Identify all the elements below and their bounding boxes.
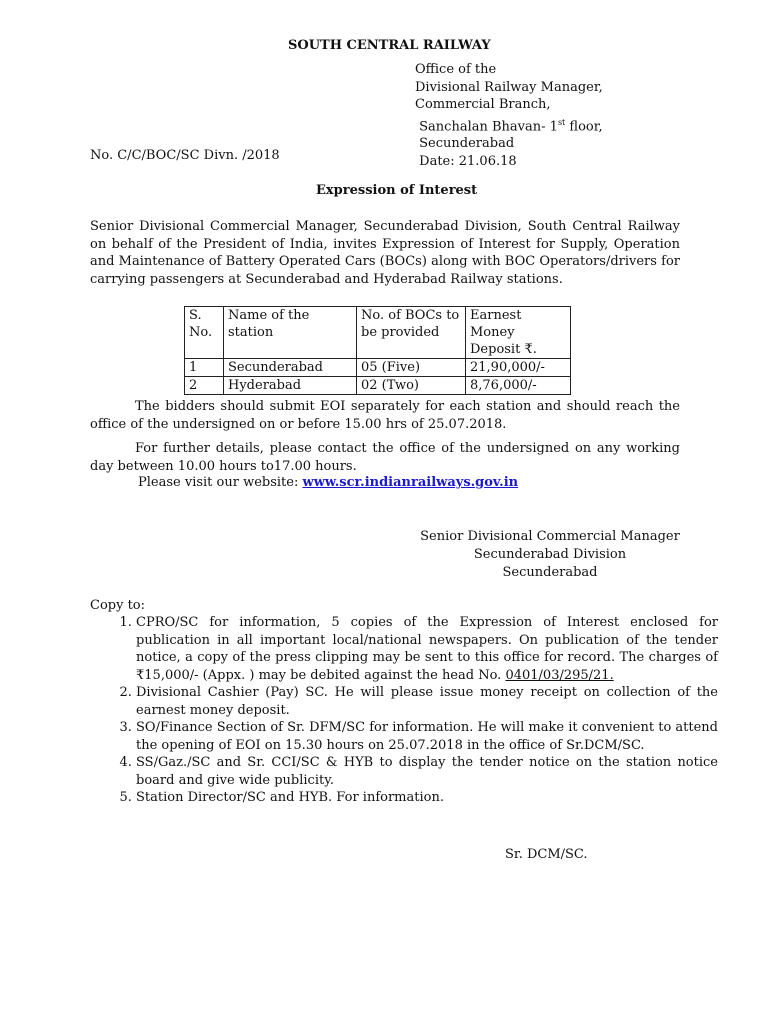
list-item [136, 719, 718, 754]
website-line [138, 475, 518, 490]
submission-paragraph: The bidders should submit EOI separately for each station and should reach the office of the undersigned on or before 15.00 hrs of 25.07.2018. [90, 399, 680, 432]
list-item [136, 684, 718, 719]
office-address [415, 61, 603, 170]
date-text: Date: 21.06.18 [419, 153, 517, 169]
header-station: Name of the station [224, 307, 357, 359]
website-link[interactable]: www.scr.indianrailways.gov.in [302, 475, 519, 490]
copy-to-label: Copy to: [90, 598, 146, 613]
header-emd: Earnest Money Deposit ₹. [466, 307, 571, 359]
cell-station: Hyderabad [224, 377, 357, 395]
list-item-text: Station Director/SC and HYB. For information. [136, 790, 444, 805]
floor-suffix: floor, [565, 118, 603, 134]
cell-emd: 8,76,000/- [466, 377, 571, 395]
cell-sno: 2 [185, 377, 224, 395]
signature-line1: Senior Divisional Commercial Manager [420, 529, 680, 544]
office-line-text: Secunderabad [419, 136, 515, 152]
office-line: Commercial Branch, [415, 97, 551, 112]
table-row [185, 377, 571, 395]
header-bocs: No. of BOCs to be provided [357, 307, 466, 359]
reference-number: No. C/C/BOC/SC Divn. /2018 [90, 148, 280, 163]
office-line: Divisional Railway Manager, [415, 79, 603, 95]
office-line [415, 114, 603, 136]
signature-block [419, 528, 681, 582]
list-item [136, 754, 718, 789]
office-line: Office of the [415, 62, 497, 77]
intro-paragraph: Senior Divisional Commercial Manager, Secunderabad Division, South Central Railway on behalf of the President of India, invites Expression of Interest for Supply, Operation and Maintenance of Battery Operated Cars (BOCs) along with BOC Operators/drivers for carrying passengers at Secunderabad and Hyderabad Railway stations. [90, 219, 680, 287]
list-item-text: CPRO/SC for information, 5 copies of the Expression of Interest enclosed for publication in all important local/national newspapers. On publication of the tender notice, a copy of the press clipping may be sent to this office for record. The charges of ₹15,000/- (Appx. ) may be debited against the head No. [136, 615, 718, 683]
cell-station: Secunderabad [224, 359, 357, 377]
list-item-text: SO/Finance Section of Sr. DFM/SC for information. He will make it convenient to attend the opening of EOI on 15.30 hours on 25.07.2018 in the office of Sr.DCM/SC. [136, 720, 718, 753]
list-item-text: Divisional Cashier (Pay) SC. He will please issue money receipt on collection of the earnest money deposit. [136, 685, 718, 718]
cell-sno: 1 [185, 359, 224, 377]
date-line [415, 153, 603, 171]
footer-signature: Sr. DCM/SC. [505, 847, 588, 862]
header-sno: S. No. [185, 307, 224, 359]
copy-to-list [98, 614, 718, 807]
org-heading: SOUTH CENTRAL RAILWAY [288, 38, 491, 53]
signature-line2: Secunderabad Division [473, 547, 627, 562]
office-line-text: Sanchalan Bhavan- 1 [419, 118, 558, 134]
floor-superscript: st [557, 117, 566, 127]
station-table [184, 306, 571, 395]
list-item [136, 614, 718, 684]
table-row [185, 359, 571, 377]
document-title: Expression of Interest [316, 183, 478, 198]
cell-bocs: 02 (Two) [357, 377, 466, 395]
list-item-text: SS/Gaz./SC and Sr. CCI/SC & HYB to display the tender notice on the station notice board and give wide publicity. [136, 755, 718, 788]
table-header-row [185, 307, 571, 359]
list-item [136, 789, 718, 807]
website-prefix: Please visit our website: [138, 475, 299, 490]
account-head: 0401/03/295/21. [505, 667, 614, 683]
signature-line3: Secunderabad [502, 565, 598, 580]
cell-emd: 21,90,000/- [466, 359, 571, 377]
office-line [415, 135, 603, 153]
details-paragraph: For further details, please contact the office of the undersigned on any working day between 10.00 hours to17.00 hours. [90, 441, 680, 474]
cell-bocs: 05 (Five) [357, 359, 466, 377]
